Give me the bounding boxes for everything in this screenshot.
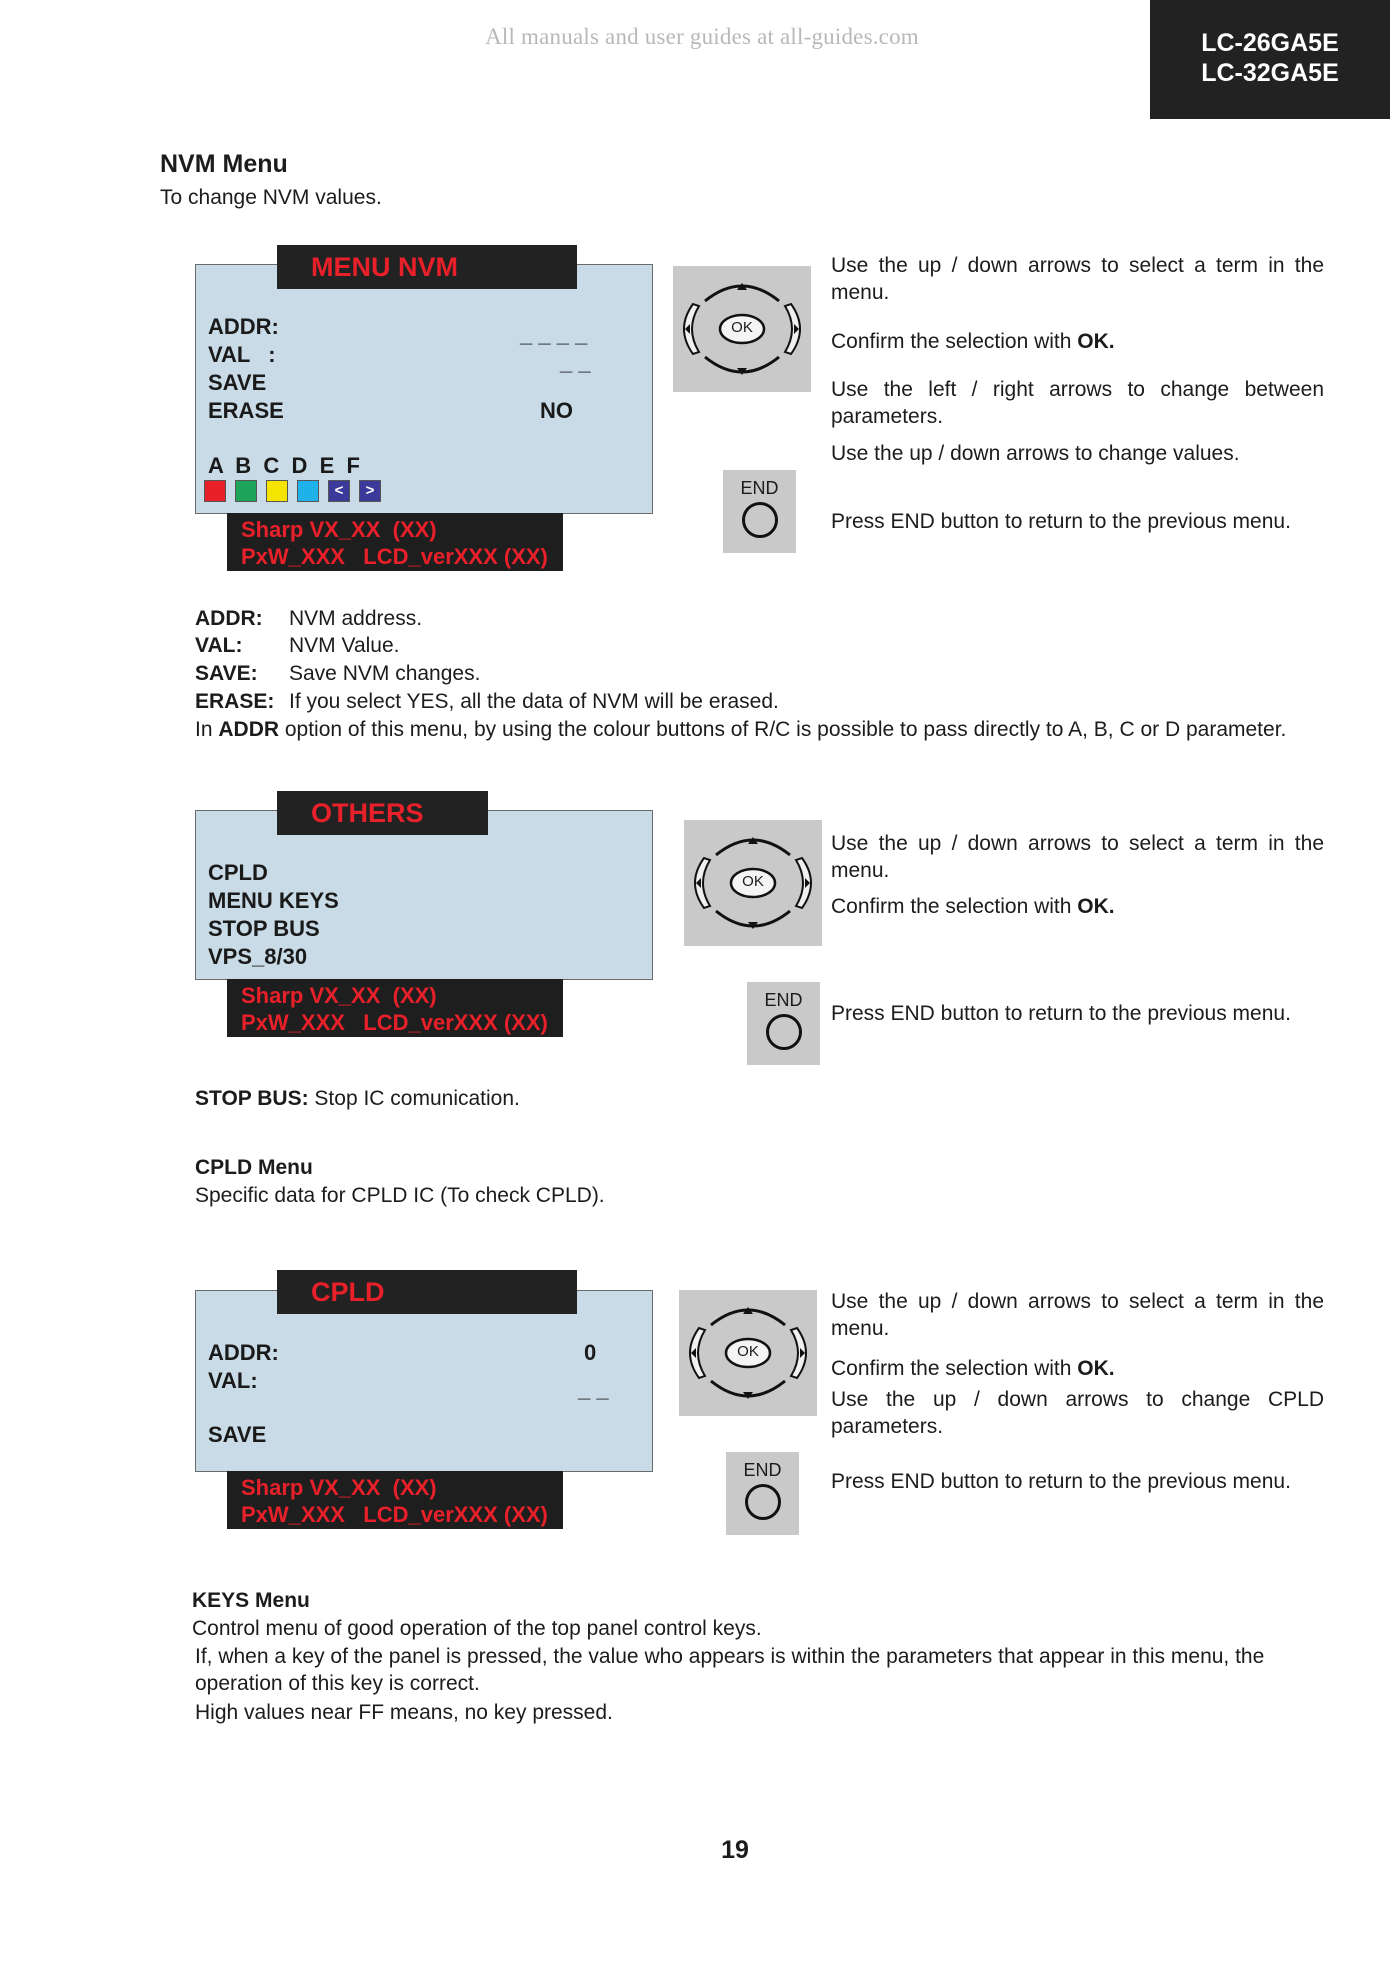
cpld-heading: CPLD Menu	[195, 1156, 313, 1179]
cpld-instr-select: Use the up / down arrows to select a term in the menu.	[831, 1290, 1324, 1340]
cpld-subheading: Specific data for CPLD IC (To check CPLD).	[195, 1184, 605, 1207]
end-label: END	[764, 990, 803, 1010]
note-prefix: In	[195, 718, 219, 741]
def-term: ERASE:	[195, 690, 275, 713]
end-label: END	[743, 1460, 782, 1480]
footer-line-2: PxW_XXX LCD_verXXX (XX)	[241, 1502, 548, 1527]
cpld-row-addr-value: 0	[584, 1340, 597, 1365]
cpld-row-save-label: SAVE	[208, 1422, 267, 1447]
ok-label: OK	[731, 319, 753, 336]
cpld-instr-change: Use the up / down arrows to change CPLD parameters.	[831, 1388, 1324, 1438]
keys-line-3: High values near FF means, no key pressed.	[195, 1701, 613, 1724]
keys-line-2: If, when a key of the panel is pressed, the value who appears is within the parameters that appear in this menu, the operation of this key is correct.	[195, 1645, 1265, 1695]
nvm-row-erase-value: NO	[540, 398, 573, 423]
end-button-2	[747, 982, 820, 1065]
page-number: 19	[721, 1836, 749, 1864]
confirm-text: Confirm the selection with	[831, 1357, 1078, 1380]
def-text: Save NVM changes.	[289, 662, 481, 685]
color-swatch-5: >	[359, 480, 381, 502]
nvm-def-erase	[195, 688, 779, 715]
confirm-key: OK.	[1077, 895, 1115, 918]
stopbus-term: STOP BUS:	[195, 1087, 309, 1110]
confirm-key: OK.	[1077, 1357, 1115, 1380]
end-button-1	[723, 470, 796, 553]
nvm-addr-note	[195, 716, 1286, 743]
nvm-row-addr-label: ADDR:	[208, 314, 279, 339]
footer-line-1: Sharp VX_XX (XX)	[241, 1475, 437, 1500]
keys-line-1: Control menu of good operation of the top panel control keys.	[192, 1617, 762, 1640]
confirm-text: Confirm the selection with	[831, 330, 1078, 353]
cpld-menu-title: CPLD	[277, 1270, 577, 1314]
cpld-instr-confirm	[831, 1355, 1115, 1382]
nvm-row-erase-label: ERASE	[208, 398, 284, 423]
others-item-stop-bus: STOP BUS	[208, 916, 320, 941]
others-item-cpld: CPLD	[208, 860, 268, 885]
def-text: If you select YES, all the data of NVM will be erased.	[289, 690, 779, 713]
others-menu-title: OTHERS	[277, 791, 488, 835]
end-ring-icon	[766, 1014, 802, 1050]
color-swatch-0	[204, 480, 226, 502]
confirm-text: Confirm the selection with	[831, 895, 1078, 918]
nvm-subheading: To change NVM values.	[160, 186, 382, 209]
model-badge	[1150, 0, 1390, 119]
nvm-instr-select: Use the up / down arrows to select a term in the menu.	[831, 254, 1324, 304]
others-instr-select: Use the up / down arrows to select a term in the menu.	[831, 832, 1324, 882]
note-rest: option of this menu, by using the colour buttons of R/C is possible to pass directly to A, B, C or D parameter.	[279, 718, 1287, 741]
others-instr-end: Press END button to return to the previous menu.	[831, 1002, 1291, 1025]
footer-line-2: PxW_XXX LCD_verXXX (XX)	[241, 1010, 548, 1035]
others-instr-confirm	[831, 893, 1115, 920]
end-label: END	[740, 478, 779, 498]
ok-label: OK	[737, 1343, 759, 1360]
color-swatch-1	[235, 480, 257, 502]
nvm-color-swatches	[204, 480, 381, 502]
nvm-color-letters: A B C D E F	[208, 453, 360, 478]
nvm-menu-title: MENU NVM	[277, 245, 577, 289]
nvm-instr-end: Press END button to return to the previous menu.	[831, 510, 1291, 533]
nvm-row-save-label: SAVE	[208, 370, 267, 395]
keys-heading: KEYS Menu	[192, 1589, 310, 1612]
nvm-instr-change: Use the up / down arrows to change values.	[831, 442, 1240, 465]
note-term: ADDR	[218, 718, 280, 741]
nvm-version-footer	[227, 513, 563, 571]
confirm-key: OK.	[1077, 330, 1115, 353]
model-line-2: LC-32GA5E	[1201, 59, 1339, 87]
cpld-row-val-value: _ _	[578, 1377, 609, 1402]
cpld-row-val-label: VAL:	[208, 1368, 258, 1393]
nvm-def-addr	[195, 605, 422, 632]
def-text: NVM Value.	[289, 634, 400, 657]
color-swatch-2	[266, 480, 288, 502]
nvm-instr-leftright: Use the left / right arrows to change between parameters.	[831, 378, 1324, 428]
nvm-row-val-value: _ _	[560, 350, 591, 375]
stop-bus-note	[195, 1085, 520, 1112]
others-version-footer	[227, 979, 563, 1037]
def-term: VAL:	[195, 634, 243, 657]
def-term: ADDR:	[195, 607, 263, 630]
nvm-row-addr-value: _ _ _ _	[520, 322, 588, 347]
ok-label: OK	[742, 873, 764, 890]
end-ring-icon	[742, 502, 778, 538]
color-swatch-4: <	[328, 480, 350, 502]
cpld-row-addr-label: ADDR:	[208, 1340, 279, 1365]
footer-line-2: PxW_XXX LCD_verXXX (XX)	[241, 544, 548, 569]
nvm-instr-confirm	[831, 328, 1115, 355]
nvm-row-val-label: VAL :	[208, 342, 276, 367]
end-button-3	[726, 1452, 799, 1535]
remote-nav-pad-1	[673, 266, 811, 392]
nvm-heading: NVM Menu	[160, 150, 288, 178]
others-item-menu-keys: MENU KEYS	[208, 888, 339, 913]
remote-nav-pad-2	[684, 820, 822, 946]
color-swatch-3	[297, 480, 319, 502]
watermark: All manuals and user guides at all-guides.com	[485, 24, 919, 49]
end-ring-icon	[745, 1484, 781, 1520]
def-term: SAVE:	[195, 662, 258, 685]
footer-line-1: Sharp VX_XX (XX)	[241, 983, 437, 1008]
others-item-vps: VPS_8/30	[208, 944, 308, 969]
cpld-version-footer	[227, 1471, 563, 1529]
def-text: NVM address.	[289, 607, 423, 630]
nvm-def-val	[195, 632, 400, 659]
cpld-instr-end: Press END button to return to the previous menu.	[831, 1470, 1291, 1493]
remote-nav-pad-3	[679, 1290, 817, 1416]
footer-line-1: Sharp VX_XX (XX)	[241, 517, 437, 542]
model-line-1: LC-26GA5E	[1201, 29, 1339, 57]
nvm-def-save	[195, 660, 480, 687]
stopbus-text: Stop IC comunication.	[308, 1087, 520, 1110]
